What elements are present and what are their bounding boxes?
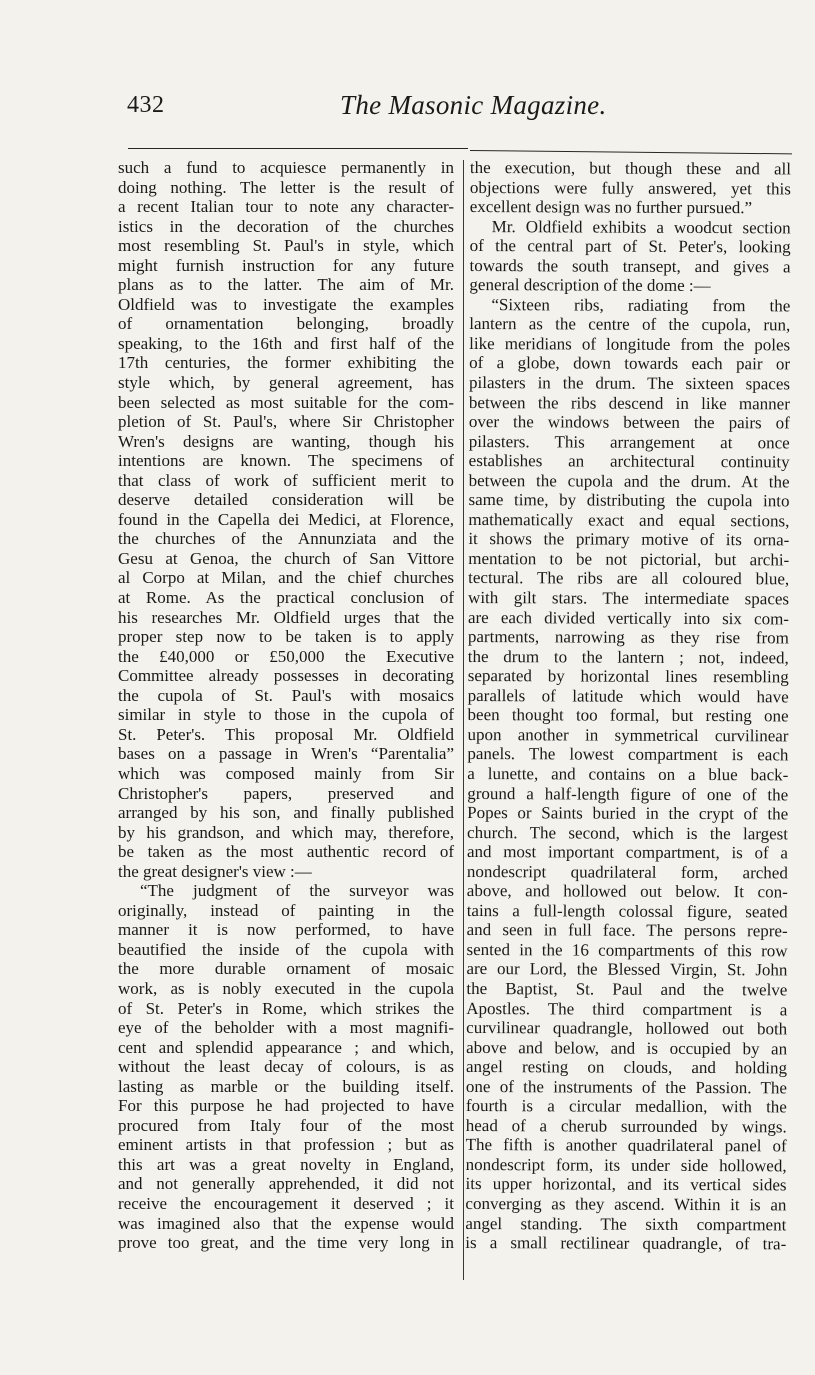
text-line: manner it is now performed, to have: [118, 920, 454, 940]
text-line: are each divided vertically into six com-: [467, 607, 790, 628]
text-line: proper step now to be taken is to apply: [118, 627, 454, 647]
text-line: the great designer's view :—: [118, 861, 312, 881]
text-line: receive the encouragement it deserved ; it: [118, 1193, 454, 1213]
text-line: panels. The lowest compartment is each: [467, 744, 789, 765]
left-column: [118, 158, 454, 1253]
text-line: of the central part of St. Peter's, looking: [469, 236, 791, 257]
text-line: Popes or Saints buried in the crypt of the: [467, 803, 789, 824]
text-line: arranged by his son, and finally published: [118, 803, 454, 823]
text-line: his researches Mr. Oldfield urges that the: [118, 607, 454, 627]
text-line: the cupola of St. Paul's with mosaics: [118, 685, 454, 705]
text-line: the execution, but though these and all: [469, 158, 791, 179]
text-line: the drum to the lantern ; not, indeed,: [467, 646, 789, 668]
text-line: general description of the dome :—: [469, 275, 711, 296]
text-line: that class of work of sufficient merit to: [118, 470, 454, 490]
text-line: fourth is a circular medallion, with the: [465, 1096, 787, 1117]
text-line: al Corpo at Milan, and the chief churches: [118, 568, 454, 588]
text-line: of ornamentation belonging, broadly: [118, 314, 454, 334]
text-line: lasting as marble or the building itself.: [118, 1076, 454, 1096]
text-line: establishes an architectural continuity: [468, 451, 790, 472]
text-line: mathematically exact and equal sections,: [468, 509, 790, 531]
text-line: by his grandson, and which may, therefore,: [118, 822, 454, 842]
text-line: one of the instruments of the Passion. The: [465, 1076, 787, 1098]
text-line: towards the south transept, and gives a: [469, 255, 791, 277]
text-line: objections were fully answered, yet this: [469, 177, 791, 198]
text-line: the more durable ornament of mosaic: [118, 959, 454, 979]
text-line: lantern as the centre of the cupola, run,: [469, 314, 791, 335]
text-line: The fifth is another quadrilateral panel of: [465, 1135, 787, 1156]
text-line: nondescript form, its under side hollowed,: [465, 1154, 787, 1176]
text-line: it shows the primary motive of its orna-: [468, 529, 790, 550]
text-line: similar in style to those in the cupola of: [118, 705, 454, 725]
text-line: same time, by distributing the cupola into: [468, 490, 790, 511]
text-line: and not generally apprehended, it did not: [118, 1174, 454, 1194]
text-line: of a globe, down towards each pair or: [469, 353, 791, 374]
text-line: doing nothing. The letter is the result of: [118, 177, 454, 197]
page-header: [0, 90, 815, 130]
text-line: Mr. Oldfield exhibits a woodcut section: [491, 216, 791, 238]
text-line: bases on a passage in Wren's “Parentalia”: [118, 744, 454, 764]
text-line: a recent Italian tour to note any character-: [118, 197, 454, 217]
text-line: church. The second, which is the largest: [467, 822, 789, 843]
text-line: converging as they ascend. Within it is an: [465, 1193, 787, 1215]
right-column: [465, 158, 791, 1254]
text-line: which was composed mainly from Sir: [118, 763, 454, 783]
text-line: partments, narrowing as they rise from: [467, 627, 789, 648]
text-line: ground a half-length figure of one of the: [467, 783, 789, 804]
text-line: is a small rectilinear quadrangle, of tra-: [465, 1233, 787, 1254]
text-line: 17th centuries, the former exhibiting the: [118, 353, 454, 373]
text-line: might furnish instruction for any future: [118, 255, 454, 275]
text-line: cent and splendid appearance ; and which,: [118, 1037, 454, 1057]
text-line: such a fund to acquiesce permanently in: [118, 158, 454, 177]
text-line: beautified the inside of the cupola with: [118, 939, 454, 959]
text-line: eye of the beholder with a most magnifi-: [118, 1018, 454, 1038]
text-line: are our Lord, the Blessed Virgin, St. John: [466, 959, 788, 980]
text-line: of St. Peter's in Rome, which strikes the: [118, 998, 454, 1018]
text-line: eminent artists in that profession ; but as: [118, 1135, 454, 1155]
text-line: Wren's designs are wanting, though his: [118, 431, 454, 451]
text-line: upon another in symmetrical curvilinear: [467, 724, 789, 746]
text-line: Committee already possesses in decorating: [118, 666, 454, 686]
text-line: tectural. The ribs are all coloured blue,: [468, 568, 790, 589]
header-rule-right: [470, 150, 792, 154]
text-line: was imagined also that the expense would: [118, 1213, 454, 1233]
text-line: Christopher's papers, preserved and: [118, 783, 454, 803]
text-line: parallels of latitude which would have: [467, 685, 789, 707]
text-line: angel resting on clouds, and holding: [465, 1057, 788, 1078]
text-line: above, and hollowed out below. It con-: [466, 881, 788, 902]
text-line: over the windows between the pairs of: [468, 412, 790, 433]
text-line: St. Peter's. This proposal Mr. Oldfield: [118, 724, 454, 744]
text-line: most resembling St. Paul's in style, which: [118, 236, 454, 256]
text-line: be taken as the most authentic record of: [118, 842, 454, 862]
text-line: curvilinear quadrangle, hollowed out both: [466, 1018, 788, 1039]
text-line: head of a cherub surrounded by wings.: [465, 1115, 787, 1137]
text-line: Oldfield was to investigate the examples: [118, 294, 454, 314]
page-number: 432: [127, 92, 165, 118]
text-line: “The judgment of the surveyor was: [140, 881, 454, 901]
text-line: tains a full-length colossal figure, seated: [466, 900, 788, 922]
text-line: sented in the 16 compartments of this row: [466, 939, 788, 961]
text-line: “Sixteen ribs, radiating from the: [491, 294, 791, 316]
column-divider: [463, 160, 464, 1280]
text-line: deserve detailed consideration will be: [118, 490, 454, 510]
text-line: between the ribs descend in like manner: [468, 392, 790, 413]
text-line: Apostles. The third compartment is a: [466, 998, 788, 1019]
text-line: pilasters in the drum. The sixteen spaces: [468, 373, 791, 394]
text-line: separated by horizontal lines resembling: [467, 666, 789, 687]
text-line: and seen in full face. The persons repre-: [466, 920, 788, 941]
text-line: its upper horizontal, and its vertical sides: [465, 1174, 787, 1195]
text-line: plans as to the latter. The aim of Mr.: [118, 275, 454, 295]
text-line: work, as is nobly executed in the cupola: [118, 978, 454, 998]
text-line: style which, by general agreement, has: [118, 373, 454, 393]
text-line: mentation to be not pictorial, but archi-: [468, 548, 790, 570]
text-line: and most important compartment, is of a: [466, 842, 789, 863]
text-line: pilasters. This arrangement at once: [468, 431, 790, 453]
text-line: at Rome. As the practical conclusion of: [118, 588, 454, 608]
text-line: excellent design was no further pursued.”: [469, 197, 753, 218]
header-rule-left: [128, 148, 468, 149]
running-title: The Masonic Magazine.: [340, 90, 607, 120]
text-line: found in the Capella dei Medici, at Florence,: [118, 509, 454, 529]
text-line: prove too great, and the time very long in: [118, 1233, 454, 1253]
text-line: Gesu at Genoa, the church of San Vittore: [118, 548, 454, 568]
text-line: originally, instead of painting in the: [118, 900, 454, 920]
text-line: a lunette, and contains on a blue back-: [467, 763, 789, 785]
text-line: pletion of St. Paul's, where Sir Christopher: [118, 412, 454, 432]
text-line: the churches of the Annunziata and the: [118, 529, 454, 549]
text-line: For this purpose he had projected to have: [118, 1096, 454, 1116]
text-line: this art was a great novelty in England,: [118, 1154, 454, 1174]
text-line: like meridians of longitude from the poles: [469, 333, 791, 355]
text-line: with gilt stars. The intermediate spaces: [468, 588, 790, 609]
text-line: intentions are known. The specimens of: [118, 451, 454, 471]
text-line: between the cupola and the drum. At the: [468, 470, 790, 492]
text-line: istics in the decoration of the churches: [118, 216, 454, 236]
text-line: without the least decay of colours, is as: [118, 1057, 454, 1077]
text-line: been selected as most suitable for the com-: [118, 392, 454, 412]
text-line: above and below, and is occupied by an: [466, 1037, 788, 1059]
text-line: speaking, to the 16th and first half of the: [118, 333, 454, 353]
text-line: procured from Italy four of the most: [118, 1115, 454, 1135]
text-line: the £40,000 or £50,000 the Executive: [118, 646, 454, 666]
text-line: been thought too formal, but resting one: [467, 705, 789, 726]
text-line: the Baptist, St. Paul and the twelve: [466, 978, 788, 1000]
text-line: angel standing. The sixth compartment: [465, 1213, 787, 1234]
text-line: nondescript quadrilateral form, arched: [466, 861, 788, 883]
